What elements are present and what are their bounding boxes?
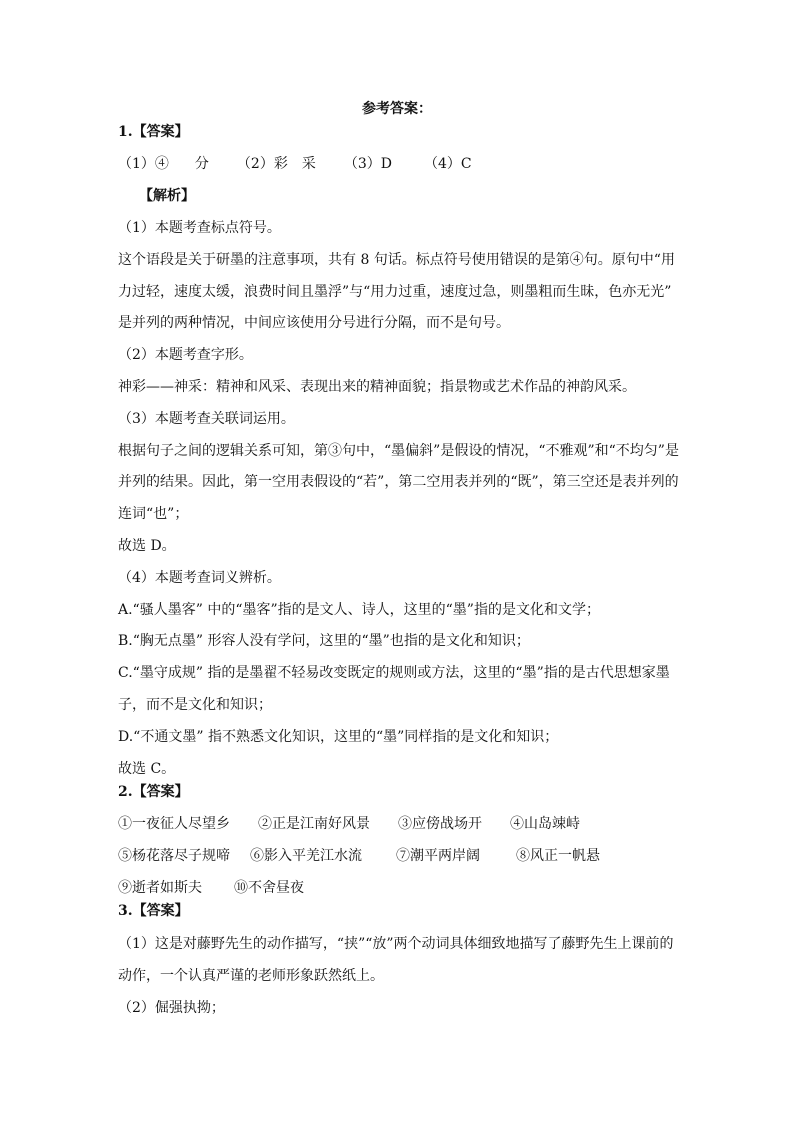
q1-line: （1）本题考查标点符号。 [118, 220, 281, 236]
q1-line: B.“胸无点墨” 形容人没有学问，这里的“墨”也指的是文化和知识； [118, 633, 530, 649]
q3-line: （2）倔强执拗； [118, 1000, 225, 1016]
q1-answer-3: （3）D [343, 156, 392, 172]
q1-answer-1b: 分 [194, 156, 209, 172]
q2-item: ⑨逝者如斯夫 [118, 880, 202, 896]
q1-heading: 1.【答案】 [118, 124, 189, 140]
q1-line: 这个语段是关于研墨的注意事项，共有 8 句话。标点符号使用错误的是第④句。原句中“用 [118, 252, 675, 268]
q1-line: 故选 D。 [118, 538, 176, 554]
q2-item: ②正是江南好风景 [258, 816, 370, 832]
q2-row [118, 846, 600, 866]
q1-answer-4: （4）C [423, 156, 472, 172]
q2-item: ①一夜征人尽望乡 [118, 816, 230, 832]
q1-line: （2）本题考查字形。 [118, 347, 253, 363]
q1-answers [118, 154, 472, 174]
page-title: 参考答案： [362, 101, 432, 117]
q2-row [118, 814, 580, 834]
q3-heading: 3.【答案】 [118, 903, 189, 919]
q1-answer-2: （2）彩 采 [236, 156, 316, 172]
q1-line: D.“不通文墨” 指不熟悉文化知识，这里的“墨”同样指的是文化和知识； [118, 729, 559, 745]
q2-item: ④山岛竦峙 [510, 816, 580, 832]
q1-answer-1: （1）④ [118, 156, 169, 172]
q3-line: （1）这是对藤野先生的动作描写，“挟”“放”两个动词具体细致地描写了藤野先生上课前的 [118, 936, 674, 952]
q1-line: 是并列的两种情况，中间应该使用分号进行分隔，而不是句号。 [118, 315, 510, 331]
q1-line: 力过轻，速度太缓，浪费时间且墨浮”与“用力过重，速度过急，则墨粗而生昧，色亦无光” [118, 284, 672, 300]
q2-item: ⑤杨花落尽子规啼 [118, 848, 230, 864]
q2-item: ⑧风正一帆悬 [516, 848, 600, 864]
q1-line: （4）本题考查词义辨析。 [118, 570, 281, 586]
q1-analysis-label: 【解析】 [139, 188, 195, 204]
q1-line: 连词“也”； [118, 506, 189, 522]
q2-item: ⑩不舍昼夜 [234, 880, 304, 896]
q1-line: 子，而不是文化和知识； [118, 697, 272, 713]
q1-line: （3）本题考查关联词运用。 [118, 411, 295, 427]
q1-line: 并列的结果。因此，第一空用表假设的“若”，第二空用表并列的“既”，第三空还是表并列的 [118, 474, 679, 490]
q1-line: 神彩——神采：精神和风采、表现出来的精神面貌；指景物或艺术作品的神韵风采。 [118, 379, 636, 395]
q1-line: 故选 C。 [118, 761, 176, 777]
q2-item: ⑦潮平两岸阔 [396, 848, 480, 864]
q2-row [118, 878, 304, 898]
q1-line: A.“骚人墨客” 中的“墨客”指的是文人、诗人，这里的“墨”指的是文化和文学； [118, 602, 600, 618]
q1-line: 根据句子之间的逻辑关系可知，第③句中，“墨偏斜”是假设的情况，“不雅观”和“不均匀”是 [118, 443, 679, 459]
q2-heading: 2.【答案】 [118, 784, 189, 800]
q3-line: 动作，一个认真严谨的老师形象跃然纸上。 [118, 968, 384, 984]
q2-item: ③应傍战场开 [398, 816, 482, 832]
q2-item: ⑥影入平羌江水流 [250, 848, 362, 864]
q1-line: C.“墨守成规” 指的是墨翟不轻易改变既定的规则或方法，这里的“墨”指的是古代思想家墨 [118, 665, 670, 681]
